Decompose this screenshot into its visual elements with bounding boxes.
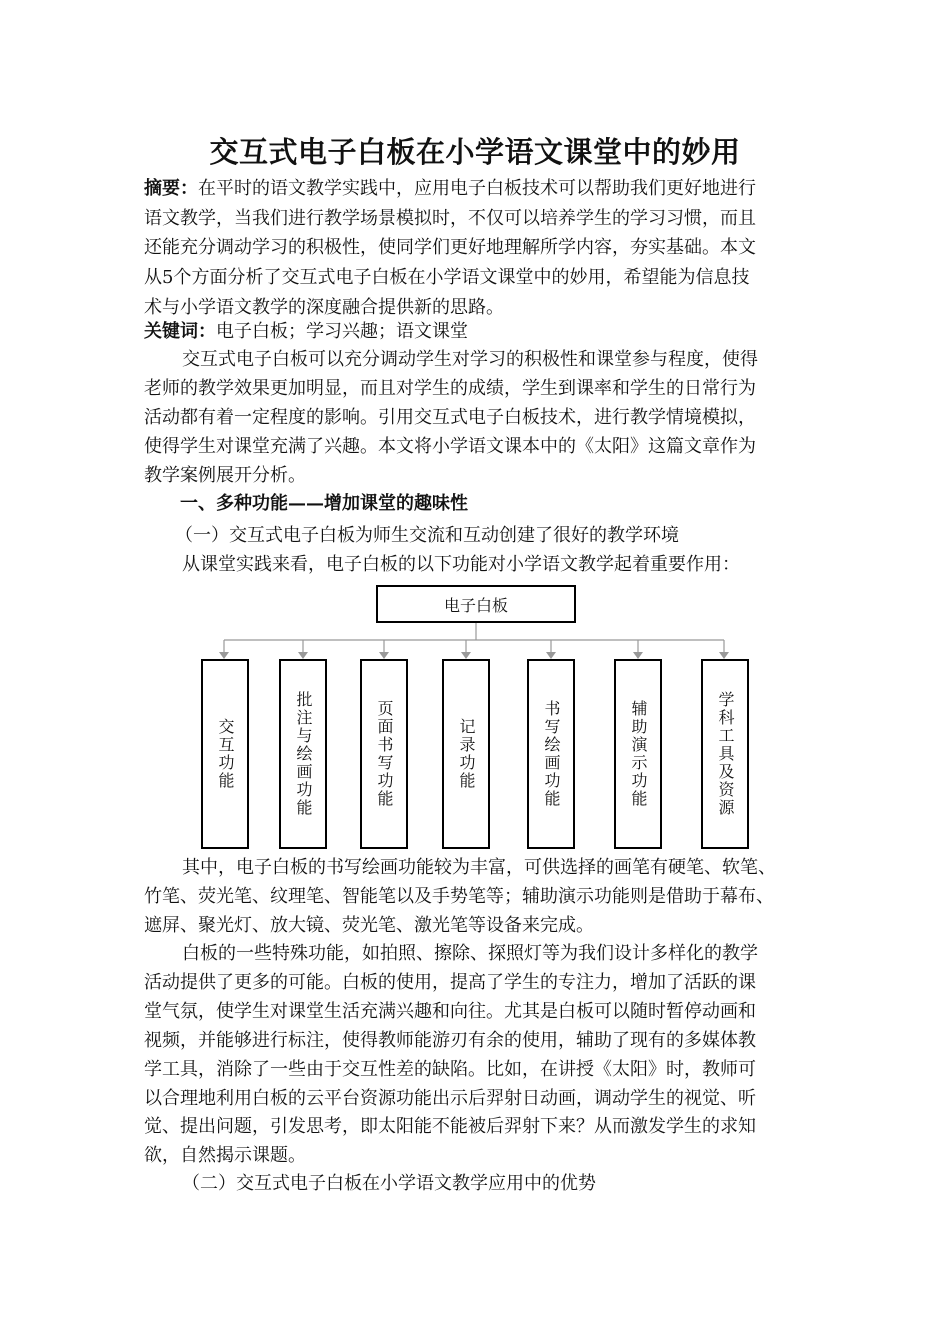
para3-line-8: 欲，自然揭示课题。: [144, 1145, 306, 1166]
diagram-node-label: 交互功能: [216, 718, 235, 790]
intro-line-5: 教学案例展开分析。: [144, 465, 306, 486]
diagram-node-label: 批注与绘画功能: [294, 691, 313, 817]
diagram-node-label: 学科工具及资源: [716, 691, 735, 817]
subsection-heading-2: （二）交互式电子白板在小学语文教学应用中的优势: [182, 1173, 596, 1194]
intro-line-3: 活动都有着一定程度的影响。引用交互式电子白板技术，进行教学情境模拟，: [144, 407, 756, 428]
para3-line-7: 觉、提出问题，引发思考，即太阳能不能被后羿射下来？从而激发学生的求知: [144, 1116, 756, 1137]
document-title: 交互式电子白板在小学语文课堂中的妙用: [209, 135, 741, 169]
diagram-node-page-writing: [360, 659, 408, 849]
diagram-intro: 从课堂实践来看，电子白板的以下功能对小学语文教学起着重要作用：: [182, 554, 740, 575]
para3-line-1: 白板的一些特殊功能，如拍照、擦除、探照灯等为我们设计多样化的教学: [182, 943, 758, 964]
diagram-node-label: 记录功能: [457, 718, 476, 790]
diagram-node-interaction: [201, 659, 249, 849]
abstract-line-3: 还能充分调动学习的积极性，使同学们更好地理解所学内容，夯实基础。本文: [144, 237, 756, 258]
diagram-node-subject-tools: [701, 659, 749, 849]
abstract-line-4: 从5个方面分析了交互式电子白板在小学语文课堂中的妙用，希望能为信息技: [144, 267, 750, 288]
para2-line-1: 其中，电子白板的书写绘画功能较为丰富，可供选择的画笔有硬笔、软笔、: [182, 857, 776, 878]
subsection-heading-1: （一）交互式电子白板为师生交流和互动创建了很好的教学环境: [175, 525, 679, 546]
diagram-node-annotation: [279, 659, 327, 849]
section-heading-1: 一、多种功能——增加课堂的趣味性: [180, 493, 468, 514]
para3-line-4: 视频，并能够进行标注，使得教师能游刃有余的使用，辅助了现有的多媒体教: [144, 1030, 756, 1051]
diagram-root-label: 电子白板: [443, 595, 508, 615]
para2-line-2: 竹笔、荧光笔、纹理笔、智能笔以及手势笔等；辅助演示功能则是借助于幕布、: [144, 886, 774, 907]
diagram-root-node: [376, 585, 576, 623]
intro-line-1: 交互式电子白板可以充分调动学生对学习的积极性和课堂参与程度，使得: [182, 349, 758, 370]
diagram-node-writing-drawing: [527, 659, 575, 849]
intro-line-4: 使得学生对课堂充满了兴趣。本文将小学语文课本中的《太阳》这篇文章作为: [144, 436, 756, 457]
para2-line-3: 遮屏、聚光灯、放大镜、荧光笔、激光笔等设备来完成。: [144, 915, 594, 936]
keywords-text: 电子白板；学习兴趣；语文课堂: [216, 321, 468, 342]
keywords-line: [144, 317, 824, 347]
abstract-line-5: 术与小学语文教学的深度融合提供新的思路。: [144, 297, 504, 318]
para3-line-2: 活动提供了更多的可能。白板的使用，提高了学生的专注力，增加了活跃的课: [144, 972, 756, 993]
abstract-label: 摘要：: [144, 178, 198, 199]
para3-line-6: 以合理地利用白板的云平台资源功能出示后羿射日动画，调动学生的视觉、听: [144, 1088, 756, 1109]
diagram-node-label: 书写绘画功能: [542, 700, 561, 808]
para3-line-5: 学工具，消除了一些由于交互性差的缺陷。比如，在讲授《太阳》时，教师可: [144, 1059, 756, 1080]
abstract-line-2: 语文教学，当我们进行教学场景模拟时，不仅可以培养学生的学习习惯，而且: [144, 208, 756, 229]
diagram-node-label: 辅助演示功能: [629, 700, 648, 808]
diagram-node-recording: [442, 659, 490, 849]
para3-line-3: 堂气氛，使学生对课堂生活充满兴趣和向往。尤其是白板可以随时暂停动画和: [144, 1001, 756, 1022]
diagram-node-demo: [614, 659, 662, 849]
abstract-line-1: 摘要：在平时的语文教学实践中，应用电子白板技术可以帮助我们更好地进行: [144, 178, 756, 199]
diagram-node-label: 页面书写功能: [375, 700, 394, 808]
keywords-label: 关键词：: [144, 321, 216, 342]
intro-line-2: 老师的教学效果更加明显，而且对学生的成绩，学生到课率和学生的日常行为: [144, 378, 756, 399]
